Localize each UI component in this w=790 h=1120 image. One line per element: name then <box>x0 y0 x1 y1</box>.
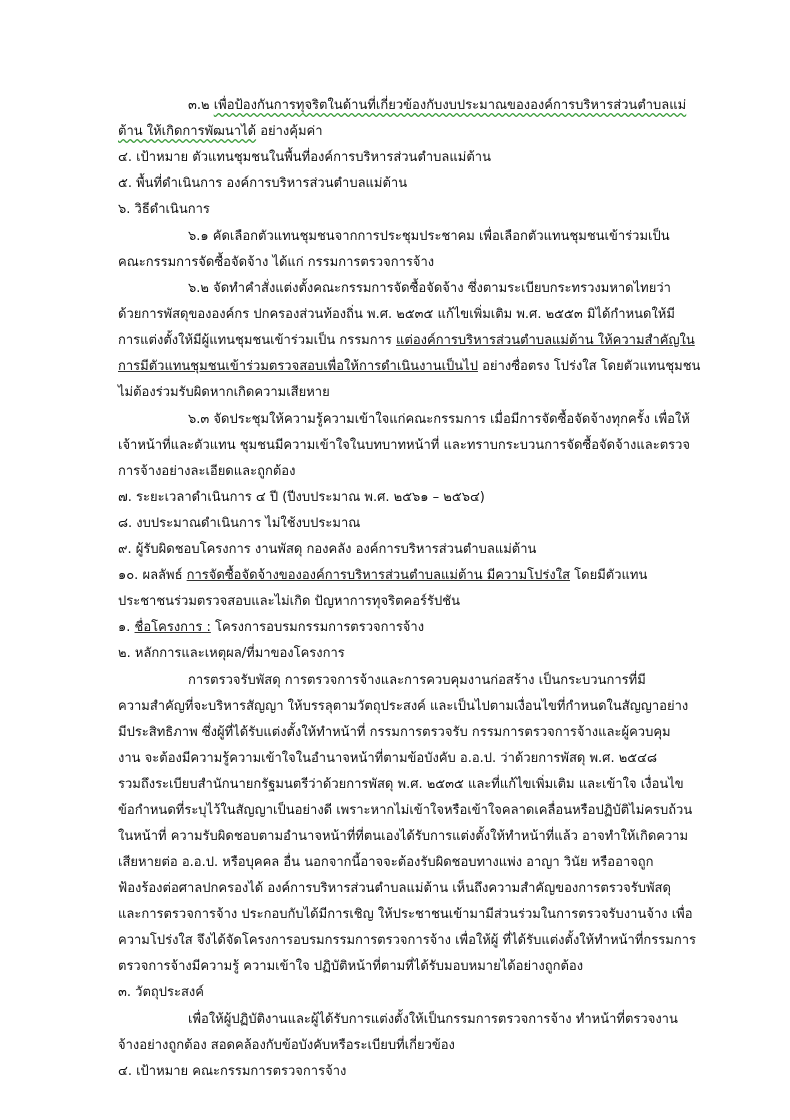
text-segment: ๑๐. ผลลัพธ์ <box>118 568 187 583</box>
para-6-1-line-2: คณะกรรมการจัดซื้อจัดจ้าง ได้แก่ กรรมการตรวจการจ้าง <box>118 255 435 270</box>
objective-line-2: จ้างอย่างถูกต้อง สอดคล้องกับข้อบังคับหรือระเบียบที่เกี่ยวข้อง <box>118 1038 455 1053</box>
target-heading: ๔. เป้าหมาย คณะกรรมการตรวจการจ้าง <box>118 1064 347 1079</box>
item-number: ๓.๒ <box>188 98 214 113</box>
rationale-line-2: ความสำคัญที่จะบริหารสัญญา ให้บรรลุตามวัตถุประสงค์ และเป็นไปตามเงื่อนไขที่กำหนดในสัญญาอย่าง <box>118 699 689 714</box>
underlined-text: ต้าน ให้เกิดการพัฒนาได้ <box>118 124 257 139</box>
underlined-text: การมีตัวแทนชุมชนเข้าร่วมตรวจสอบเพื่อให้การดำเนินงานเป็นไป <box>118 359 478 374</box>
rationale-heading: ๒. หลักการและเหตุผล/ที่มาของโครงการ <box>118 646 345 661</box>
text-segment: การแต่งตั้งให้มีผู้แทนชุมชนเข้าร่วมเป็น กรรมการ <box>118 333 397 348</box>
rationale-line-1: การตรวจรับพัสดุ การตรวจการจ้างและการควบคุมงานก่อสร้าง เป็นกระบวนการที่มี <box>188 673 646 688</box>
text-segment: โครงการอบรมกรรมการตรวจการจ้าง <box>210 620 425 635</box>
para-6-2-line-2: ด้วยการพัสดุขององค์กร ปกครองส่วนท้องถิ่น พ.ศ. ๒๕๓๕ แก้ไขเพิ่มเติม พ.ศ. ๒๕๕๓ มิได้กำหนดให้มี <box>118 307 675 322</box>
item-5-area: ๕. พื้นที่ดำเนินการ องค์การบริหารส่วนตำบลแม่ต้าน <box>118 176 408 191</box>
para-6-2-line-4 <box>118 354 701 380</box>
para-6-3-line-3: การจ้างอย่างละเอียดและถูกต้อง <box>118 464 296 479</box>
text-segment: อย่างซื่อตรง โปร่งใส โดยตัวแทนชุมชน <box>477 359 701 374</box>
rationale-line-5: รวมถึงระเบียบสำนักนายกรัฐมนตรีว่าด้วยการพัสดุ พ.ศ. ๒๕๓๕ และที่แก้ไขเพิ่มเติม และเข้าใจ เงื่อนไข <box>118 777 684 792</box>
item-7-duration: ๗. ระยะเวลาดำเนินการ ๔ ปี (ปีงบประมาณ พ.ศ. ๒๕๖๑ – ๒๕๖๔) <box>118 490 485 505</box>
item-8-budget: ๘. งบประมาณดำเนินการ ไม่ใช้งบประมาณ <box>118 516 361 531</box>
rationale-line-9: ฟ้องร้องต่อศาลปกครองได้ องค์การบริหารส่วนตำบลแม่ต้าน เห็นถึงความสำคัญของการตรวจรับพัสดุ <box>118 881 671 896</box>
rationale-line-7: ในหน้าที่ ความรับผิดชอบตามอำนาจหน้าที่ที่ตนเองได้รับการแต่งตั้งให้ทำหน้าที่แล้ว อาจทำให้เกิดความ <box>118 829 689 844</box>
rationale-line-10: และการตรวจการจ้าง ประกอบกับได้มีการเชิญ ให้ประชาชนเข้ามามีส่วนร่วมในการตรวจรับงานจ้าง เพื่อ <box>118 907 693 922</box>
para-6-3-line-1: ๖.๓ จัดประชุมให้ความรู้ความเข้าใจแก่คณะกรรมการ เมื่อมีการจัดซื้อจัดจ้างทุกครั้ง เพื่อให้ <box>188 412 690 427</box>
underlined-text: ชื่อโครงการ : <box>134 620 211 635</box>
underlined-text: เพื่อป้องกันการทุจริตในด้านที่เกี่ยวข้องกับงบประมาณขององค์การบริหารส่วนตำบลแม่ <box>213 98 687 113</box>
project-name <box>118 615 678 641</box>
item-4-target: ๔. เป้าหมาย ตัวแทนชุมชนในพื้นที่องค์การบริหารส่วนตำบลแม่ต้าน <box>118 150 491 165</box>
rationale-line-4: งาน จะต้องมีความรู้ความเข้าใจในอำนาจหน้าที่ตามข้อบังคับ อ.อ.ป. ว่าด้วยการพัสดุ พ.ศ. ๒๕๔๘ <box>118 751 657 766</box>
objective-line-1: เพื่อให้ผู้ปฏิบัติงานและผู้ได้รับการแต่งตั้งให้เป็นกรรมการตรวจการจ้าง ทำหน้าที่ตรวจงาน <box>188 1012 678 1027</box>
text-segment: อย่างคุ้มค่า <box>256 124 323 139</box>
rationale-line-12: ตรวจการจ้างมีความรู้ ความเข้าใจ ปฏิบัติหน้าที่ตามที่ได้รับมอบหมายได้อย่างถูกต้อง <box>118 959 584 974</box>
rationale-line-11: ความโปร่งใส จึงได้จัดโครงการอบรมกรรมการตรวจการจ้าง เพื่อให้ผู้ ที่ได้รับแต่งตั้งให้ทำหน้าที่กรรมการ <box>118 933 696 948</box>
para-6-1-line-1: ๖.๑ คัดเลือกตัวแทนชุมชนจากการประชุมประชาคม เพื่อเลือกตัวแทนชุมชนเข้าร่วมเป็น <box>188 229 670 244</box>
item-10-outcome-line-2: ประชาชนร่วมตรวจสอบและไม่เกิด ปัญหาการทุจริตคอร์รัปชัน <box>118 594 460 609</box>
item-6-heading: ๖. วิธีดำเนินการ <box>118 202 210 217</box>
item-9-responsible: ๙. ผู้รับผิดชอบโครงการ งานพัสดุ กองคลัง องค์การบริหารส่วนตำบลแม่ต้าน <box>118 542 537 557</box>
underlined-text: การจัดซื้อจัดจ้างขององค์การบริหารส่วนตำบลแม่ต้าน มีความโปร่งใส <box>186 568 571 583</box>
item-10-outcome-line-1 <box>118 563 678 589</box>
para-3-2-line-1 <box>188 93 687 119</box>
rationale-line-8: เสียหายต่อ อ.อ.ป. หรือบุคคล อื่น นอกจากนี้อาจจะต้องรับผิดชอบทางแพ่ง อาญา วินัย หรืออาจถูก <box>118 855 654 870</box>
para-3-2-line-2 <box>118 119 678 145</box>
rationale-line-6: ข้อกำหนดที่ระบุไว้ในสัญญาเป็นอย่างดี เพราะหากไม่เข้าใจหรือเข้าใจคลาดเคลื่อนหรือปฏิบัติไม่ครบถ้วน <box>118 803 693 818</box>
underlined-text: แต่องค์การบริหารส่วนตำบลแม่ต้าน ให้ความสำคัญใน <box>396 333 695 348</box>
para-6-2-line-1: ๖.๒ จัดทำคำสั่งแต่งตั้งคณะกรรมการจัดซื้อจัดจ้าง ซึ่งตามระเบียบกระทรวงมหาดไทยว่า <box>188 281 671 296</box>
text-segment: ๑. <box>118 620 135 635</box>
para-6-2-line-3 <box>118 328 695 354</box>
para-6-2-line-5: ไม่ต้องร่วมรับผิดหากเกิดความเสียหาย <box>118 385 330 400</box>
text-segment: โดยมีตัวแทน <box>570 568 648 583</box>
para-6-3-line-2: เจ้าหน้าที่และตัวแทน ชุมชนมีความเข้าใจในบทบาทหน้าที่ และทราบกระบวนการจัดซื้อจัดจ้างและตรวจ <box>118 438 691 453</box>
rationale-line-3: มีประสิทธิภาพ ซึ่งผู้ที่ได้รับแต่งตั้งให้ทำหน้าที่ กรรมการตรวจรับ กรรมการตรวจการจ้างและผู้ควบคุม <box>118 725 671 740</box>
objective-heading: ๓. วัตถุประสงค์ <box>118 985 204 1000</box>
